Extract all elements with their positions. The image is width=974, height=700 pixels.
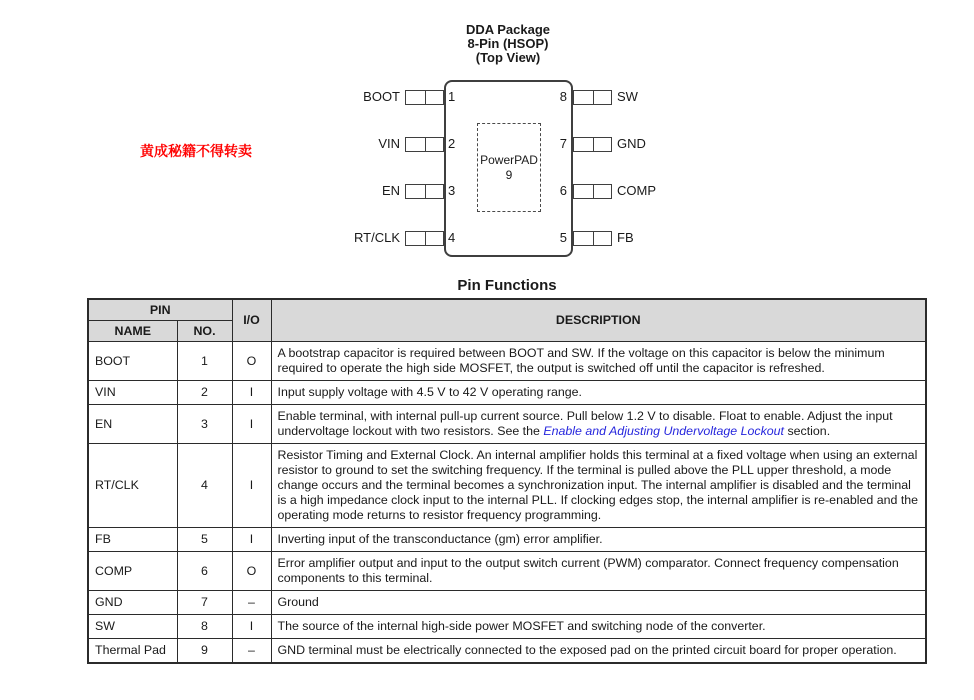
cell-name: GND xyxy=(88,591,177,615)
package-title xyxy=(406,23,610,65)
table-row-fb xyxy=(88,528,926,552)
pin-label-gnd: GND xyxy=(617,136,646,151)
cell-no: 7 xyxy=(177,591,232,615)
cell-no: 5 xyxy=(177,528,232,552)
cell-name: RT/CLK xyxy=(88,444,177,528)
table-header-row-1 xyxy=(88,299,926,321)
pin-number-4: 4 xyxy=(448,230,456,245)
cell-no: 8 xyxy=(177,615,232,639)
table-row-en xyxy=(88,405,926,444)
pin-lead-5 xyxy=(573,231,612,246)
cell-description: The source of the internal high-side power MOSFET and switching node of the converter. xyxy=(271,615,926,639)
table-row-vin xyxy=(88,381,926,405)
pin-lead-divider xyxy=(593,138,594,151)
pin-number-1: 1 xyxy=(448,89,456,104)
cell-name: EN xyxy=(88,405,177,444)
pin-lead-4 xyxy=(405,231,444,246)
cell-description: A bootstrap capacitor is required between BOOT and SW. If the voltage on this capacitor is below the minimum required to operate the high side MOSFET, the output is switched off until the capacitor is refreshed. xyxy=(271,342,926,381)
cell-io: I xyxy=(232,405,271,444)
pin-lead-divider xyxy=(593,91,594,104)
cell-io: – xyxy=(232,591,271,615)
cell-no: 6 xyxy=(177,552,232,591)
header-io: I/O xyxy=(232,299,271,342)
pin-lead-divider xyxy=(425,232,426,245)
pin-lead-divider xyxy=(425,185,426,198)
cell-description: Input supply voltage with 4.5 V to 42 V operating range. xyxy=(271,381,926,405)
pin-lead-1 xyxy=(405,90,444,105)
cell-no: 1 xyxy=(177,342,232,381)
pin-label-boot: BOOT xyxy=(363,89,400,104)
header-no: NO. xyxy=(177,321,232,342)
cell-io: – xyxy=(232,639,271,664)
table-row-thermal-pad xyxy=(88,639,926,664)
description-text: section. xyxy=(784,424,831,438)
pin-lead-3 xyxy=(405,184,444,199)
undervoltage-lockout-link[interactable]: Enable and Adjusting Undervoltage Lockout xyxy=(543,424,784,438)
pin-label-comp: COMP xyxy=(617,183,656,198)
pin-label-sw: SW xyxy=(617,89,638,104)
package-title-line3: (Top View) xyxy=(475,50,541,65)
table-row-gnd xyxy=(88,591,926,615)
cell-name: Thermal Pad xyxy=(88,639,177,664)
cell-name: VIN xyxy=(88,381,177,405)
pin-functions-table xyxy=(87,298,927,664)
cell-io: I xyxy=(232,444,271,528)
powerpad-box xyxy=(477,123,541,212)
pin-functions-title: Pin Functions xyxy=(457,277,557,294)
cell-io: I xyxy=(232,528,271,552)
pin-lead-divider xyxy=(593,185,594,198)
package-title-line2: 8-Pin (HSOP) xyxy=(467,36,549,51)
cell-description: Resistor Timing and External Clock. An internal amplifier holds this terminal at a fixed voltage when using an external resistor to ground to set the switching frequency. If the terminal is pulled above the PLL upper threshold, a mode change occurs and the terminal becomes a synchronization input. The internal amplifier is disabled and the terminal is a high impedance clock input to the internal PLL. If clocking edges stop, the internal amplifier is re-enabled and the operating mode returns to resistor frequency programming. xyxy=(271,444,926,528)
table-row-sw xyxy=(88,615,926,639)
cell-io: I xyxy=(232,615,271,639)
cell-description xyxy=(271,405,926,444)
header-name: NAME xyxy=(88,321,177,342)
watermark-text: 黄成秘籍不得转卖 xyxy=(140,143,252,159)
pin-lead-8 xyxy=(573,90,612,105)
cell-name: BOOT xyxy=(88,342,177,381)
pin-number-5: 5 xyxy=(559,230,567,245)
pin-number-3: 3 xyxy=(448,183,456,198)
pin-label-vin: VIN xyxy=(378,136,400,151)
pin-lead-6 xyxy=(573,184,612,199)
description-text: Enable terminal, with internal pull-up current source. Pull below 1.2 V to disable. Float to enable. Adjust the input undervoltage lockout with two resistors. See the xyxy=(277,409,893,438)
pin-lead-7 xyxy=(573,137,612,152)
pin-number-6: 6 xyxy=(559,183,567,198)
pin-label-en: EN xyxy=(381,183,400,198)
pin-number-2: 2 xyxy=(448,136,456,151)
pin-lead-divider xyxy=(425,91,426,104)
powerpad-pin-number: 9 xyxy=(505,167,513,182)
cell-name: COMP xyxy=(88,552,177,591)
cell-no: 4 xyxy=(177,444,232,528)
table-row-boot xyxy=(88,342,926,381)
table-row-rtclk xyxy=(88,444,926,528)
header-description: DESCRIPTION xyxy=(271,299,926,342)
cell-io: I xyxy=(232,381,271,405)
table-row-comp xyxy=(88,552,926,591)
cell-name: SW xyxy=(88,615,177,639)
pin-lead-2 xyxy=(405,137,444,152)
pin-label-fb: FB xyxy=(617,230,634,245)
header-pin: PIN xyxy=(88,299,232,321)
cell-description: Error amplifier output and input to the output switch current (PWM) comparator. Connect frequency compensation components to this terminal. xyxy=(271,552,926,591)
pin-number-8: 8 xyxy=(559,89,567,104)
cell-io: O xyxy=(232,552,271,591)
pin-lead-divider xyxy=(425,138,426,151)
cell-no: 9 xyxy=(177,639,232,664)
cell-io: O xyxy=(232,342,271,381)
powerpad-label: PowerPAD xyxy=(480,152,538,167)
pin-number-7: 7 xyxy=(559,136,567,151)
pin-label-rtclk: RT/CLK xyxy=(354,230,400,245)
pin-lead-divider xyxy=(593,232,594,245)
cell-no: 3 xyxy=(177,405,232,444)
cell-description: GND terminal must be electrically connected to the exposed pad on the printed circuit board for proper operation. xyxy=(271,639,926,664)
cell-no: 2 xyxy=(177,381,232,405)
package-title-line1: DDA Package xyxy=(465,22,551,37)
cell-description: Ground xyxy=(271,591,926,615)
cell-description: Inverting input of the transconductance (gm) error amplifier. xyxy=(271,528,926,552)
cell-name: FB xyxy=(88,528,177,552)
